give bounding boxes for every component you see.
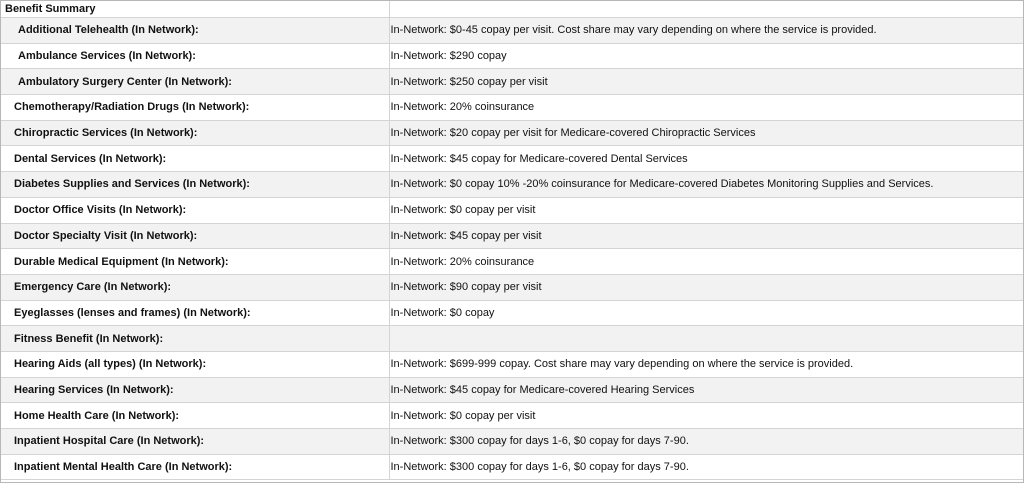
table-header-value [389, 1, 1023, 18]
table-row [1, 454, 1023, 480]
benefit-value-cell: In-Network: $699-999 copay. Cost share may vary depending on where the service is provided. [389, 351, 1023, 377]
benefit-name-cell: Hearing Aids (all types) (In Network): [1, 351, 389, 377]
benefit-value-cell: In-Network: $90 copay per visit [389, 274, 1023, 300]
table-row [1, 429, 1023, 455]
table-row [1, 223, 1023, 249]
benefit-value-cell: In-Network: $0 copay per visit [389, 197, 1023, 223]
table-row [1, 120, 1023, 146]
table-row [1, 146, 1023, 172]
benefit-name-cell: Doctor Specialty Visit (In Network): [1, 223, 389, 249]
benefit-name-cell: Ambulatory Surgery Center (In Network): [1, 69, 389, 95]
table-row [1, 197, 1023, 223]
table-row [1, 326, 1023, 352]
benefit-name-cell: Additional Telehealth (In Network): [1, 18, 389, 44]
benefit-value-cell: In-Network: 20% coinsurance [389, 95, 1023, 121]
benefit-name-cell: Chemotherapy/Radiation Drugs (In Network): [1, 95, 389, 121]
benefit-name-cell: Fitness Benefit (In Network): [1, 326, 389, 352]
benefit-value-cell: In-Network: $300 copay for days 1-6, $0 copay for days 7-90. [389, 429, 1023, 455]
table-row [1, 274, 1023, 300]
table-row [1, 18, 1023, 44]
benefit-name-cell: Dental Services (In Network): [1, 146, 389, 172]
table-row [1, 43, 1023, 69]
benefit-value-cell: In-Network: $0-45 copay per visit. Cost share may vary depending on where the service is provided. [389, 18, 1023, 44]
table-row [1, 351, 1023, 377]
table-row [1, 69, 1023, 95]
benefit-name-cell: Emergency Care (In Network): [1, 274, 389, 300]
benefit-name-cell: Diabetes Supplies and Services (In Network): [1, 172, 389, 198]
benefit-name-cell: Ambulance Services (In Network): [1, 43, 389, 69]
benefit-value-cell: In-Network: $300 copay for days 1-6, $0 copay for days 7-90. [389, 454, 1023, 480]
benefit-name-cell: Chiropractic Services (In Network): [1, 120, 389, 146]
table-row [1, 300, 1023, 326]
benefit-value-cell: In-Network: 20% coinsurance [389, 249, 1023, 275]
benefit-value-cell: In-Network: $20 copay per visit for Medicare-covered Chiropractic Services [389, 120, 1023, 146]
benefit-name-cell: Inpatient Mental Health Care (In Network): [1, 454, 389, 480]
table-row [1, 95, 1023, 121]
benefit-value-cell: In-Network: $250 copay per visit [389, 69, 1023, 95]
table-row [1, 377, 1023, 403]
table-row [1, 403, 1023, 429]
benefit-value-cell [389, 326, 1023, 352]
benefit-value-cell: In-Network: $45 copay per visit [389, 223, 1023, 249]
benefit-value-cell: In-Network: $0 copay 10% -20% coinsurance for Medicare-covered Diabetes Monitoring Supplies and Services. [389, 172, 1023, 198]
benefit-value-cell: In-Network: $290 copay [389, 43, 1023, 69]
benefit-name-cell: Eyeglasses (lenses and frames) (In Network): [1, 300, 389, 326]
table-header-row [1, 1, 1023, 18]
benefit-value-cell: In-Network: $45 copay for Medicare-covered Hearing Services [389, 377, 1023, 403]
benefit-value-cell: In-Network: $0 copay [389, 300, 1023, 326]
benefit-name-cell: Home Health Care (In Network): [1, 403, 389, 429]
table-title: Benefit Summary [1, 1, 389, 18]
benefit-name-cell: Durable Medical Equipment (In Network): [1, 249, 389, 275]
table-row [1, 172, 1023, 198]
benefit-value-cell: In-Network: $0 copay per visit [389, 403, 1023, 429]
benefit-summary-table [1, 1, 1023, 480]
benefit-name-cell: Inpatient Hospital Care (In Network): [1, 429, 389, 455]
benefit-name-cell: Hearing Services (In Network): [1, 377, 389, 403]
table-row [1, 249, 1023, 275]
benefit-value-cell: In-Network: $45 copay for Medicare-covered Dental Services [389, 146, 1023, 172]
benefit-name-cell: Doctor Office Visits (In Network): [1, 197, 389, 223]
